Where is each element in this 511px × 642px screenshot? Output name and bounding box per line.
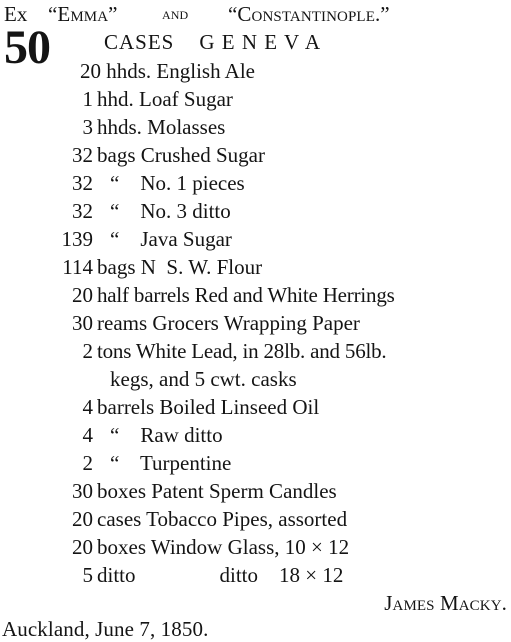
list-item: “ Turpentine: [110, 451, 232, 475]
item-quantity: 4: [82, 423, 93, 447]
headline-number: 50: [4, 21, 50, 74]
item-quantity: 20: [72, 507, 93, 531]
list-item: “ Raw ditto: [110, 423, 223, 447]
item-quantity: 1: [82, 87, 93, 111]
list-item: tons White Lead, in 28lb. and 56lb.: [97, 339, 387, 363]
signature: James Macky.: [384, 591, 507, 615]
header-ship-1: “Emma”: [48, 2, 118, 26]
list-item: “ No. 3 ditto: [110, 199, 231, 223]
header-ex: Ex: [4, 2, 28, 26]
list-item: hhd. Loaf Sugar: [97, 87, 233, 111]
header-and: and: [162, 4, 189, 23]
list-item: “ Java Sugar: [110, 227, 232, 251]
list-item: bags N S. W. Flour: [97, 255, 263, 279]
item-quantity: 32: [72, 171, 93, 195]
item-quantity: 30: [72, 479, 93, 503]
item-quantity: 32: [72, 143, 93, 167]
item-quantity: 30: [72, 311, 93, 335]
header-ship-2: “Constantinople.”: [228, 2, 390, 26]
list-item: bags Crushed Sugar: [97, 143, 265, 167]
list-item: boxes Patent Sperm Candles: [97, 479, 337, 503]
list-item: hhds. Molasses: [97, 115, 226, 139]
list-item: 20 hhds. English Ale: [80, 59, 256, 83]
list-item: barrels Boiled Linseed Oil: [97, 395, 320, 419]
item-quantity: 139: [61, 227, 93, 251]
list-item: half barrels Red and White Herrings: [97, 283, 395, 307]
list-item: “ No. 1 pieces: [110, 171, 245, 195]
list-item: cases Tobacco Pipes, assorted: [97, 507, 348, 531]
item-quantity: 4: [82, 395, 93, 419]
list-item: boxes Window Glass, 10 × 12: [97, 535, 350, 559]
item-quantity: 32: [72, 199, 93, 223]
list-item: reams Grocers Wrapping Paper: [97, 311, 360, 335]
item-quantity: 5: [82, 563, 93, 587]
item-quantity: 20: [72, 283, 93, 307]
headline-title: CASES G E N E V A: [104, 30, 322, 54]
list-item-continuation: kegs, and 5 cwt. casks: [110, 367, 297, 391]
item-quantity: 20: [72, 535, 93, 559]
item-quantity: 2: [82, 451, 93, 475]
dateline: Auckland, June 7, 1850.: [2, 617, 209, 641]
item-quantity: 114: [62, 255, 93, 279]
item-quantity: 2: [82, 339, 93, 363]
list-item: ditto ditto 18 × 12: [97, 563, 344, 587]
item-quantity: 3: [82, 115, 93, 139]
